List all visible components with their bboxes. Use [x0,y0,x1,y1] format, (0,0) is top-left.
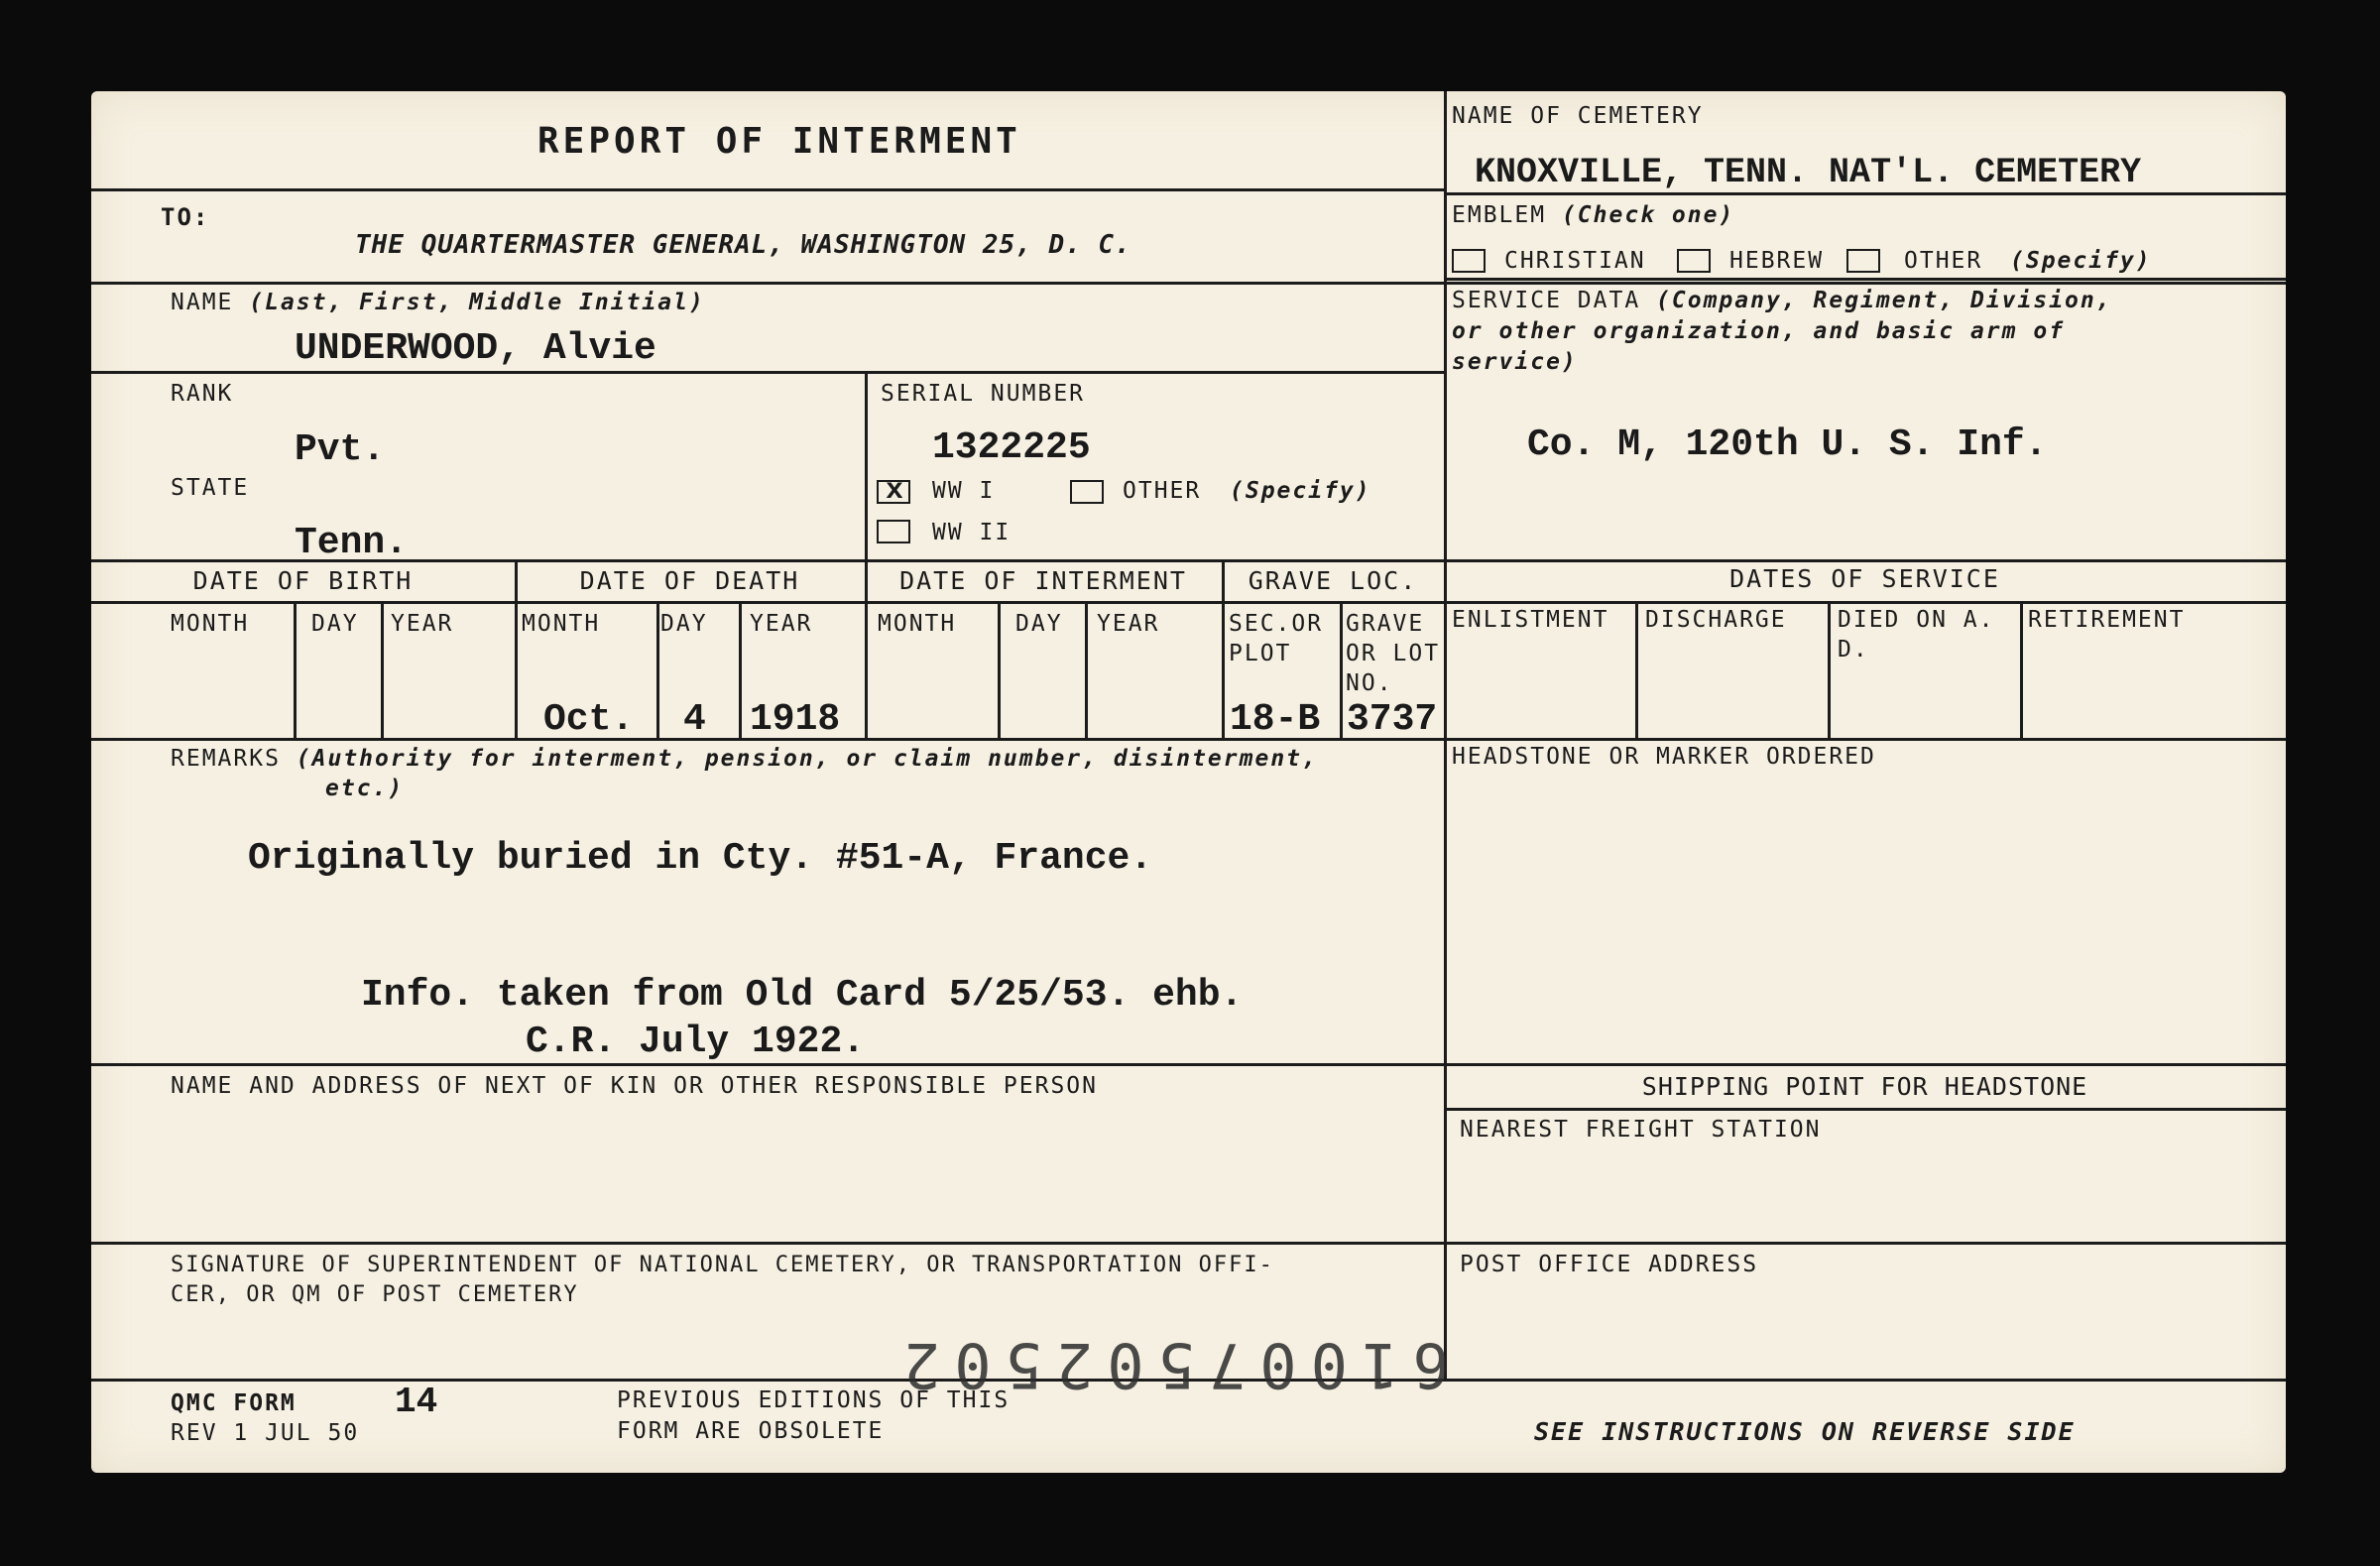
service-hint-2: or other organization, and basic arm of [1452,318,2066,344]
emblem-other-label: OTHER [1904,248,1983,274]
ww2-checkbox[interactable] [877,520,910,543]
rule [91,282,2286,285]
rule [91,738,2286,741]
emblem-label-text: EMBLEM [1452,202,1547,228]
headstone-label: HEADSTONE OR MARKER ORDERED [1452,744,1876,770]
form-id-2: REV 1 JUL 50 [171,1420,360,1446]
retirement-col: RETIREMENT [2028,607,2186,633]
remarks-label [171,744,1318,775]
name-label: NAME (Last, First, Middle Initial) [171,290,705,315]
death-day: 4 [683,698,706,741]
died-col-1: DIED ON A. [1838,607,1995,633]
rule [656,601,659,738]
dob-month-col: MONTH [171,611,250,637]
died-col-2: D. [1838,637,1869,663]
rule [381,601,384,738]
rule [91,371,1444,374]
ww1-checkbox[interactable] [877,474,910,508]
emblem-hebrew-label: HEBREW [1729,248,1825,274]
other-war-label: OTHER [1123,478,1202,504]
other-war-specify: (Specify) [1230,478,1371,504]
rule [739,601,742,738]
doi-header: DATE OF INTERMENT [899,566,1187,595]
death-year: 1918 [750,698,841,741]
remarks-line-3: C.R. July 1922. [526,1021,866,1063]
sec-col-1: SEC.OR [1229,611,1324,637]
rule [91,601,2286,604]
remarks-label-text: REMARKS [171,746,281,772]
serial-label: SERIAL NUMBER [881,381,1086,407]
dod-month-col: MONTH [522,611,601,637]
emblem-christian-label: CHRISTIAN [1504,248,1646,274]
state-value: Tenn. [295,522,409,564]
sec-col-2: PLOT [1229,641,1292,666]
doi-year-col: YEAR [1097,611,1160,637]
serial-stamp: 61007502502 [890,1329,1450,1401]
doi-month-col: MONTH [878,611,957,637]
grave-col-3: NO. [1346,670,1393,696]
signature-label-2: CER, OR QM OF POST CEMETERY [171,1282,579,1307]
previous-2: FORM ARE OBSOLETE [617,1418,885,1444]
service-hint-1: (Company, Regiment, Division, [1656,288,2112,313]
form-id-1: QMC FORM [171,1390,297,1416]
state-label: STATE [171,475,250,501]
rule [1444,91,1447,1379]
rule [294,601,297,738]
rule [865,371,868,559]
dos-header: DATES OF SERVICE [1729,564,2000,593]
dod-day-col: DAY [660,611,708,637]
grave-lot: 3737 [1347,698,1438,741]
rule [91,1063,2286,1066]
rank-value: Pvt. [295,428,386,471]
emblem-label [1452,200,1734,231]
to-address: THE QUARTERMASTER GENERAL, WASHINGTON 25, D. C. [355,230,1131,260]
rule [1444,278,2286,281]
freight-label: NEAREST FREIGHT STATION [1460,1117,1822,1143]
death-month: Oct. [543,698,635,741]
service-hint-3: service) [1452,349,1578,375]
remarks-line-2: Info. taken from Old Card 5/25/53. ehb. [361,974,1244,1017]
emblem-specify: (Specify) [2010,248,2152,274]
rule [1444,1108,2286,1111]
cemetery-label: NAME OF CEMETERY [1452,103,1704,129]
rule [1085,601,1088,738]
interment-card [91,91,2286,1473]
remarks-line-1: Originally buried in Cty. #51-A, France. [248,837,1153,880]
emblem-christian-checkbox[interactable] [1452,249,1486,273]
kin-label: NAME AND ADDRESS OF NEXT OF KIN OR OTHER RESPONSIBLE PERSON [171,1073,1098,1099]
other-war-checkbox[interactable] [1070,480,1104,504]
rule [1340,601,1343,738]
emblem-hebrew-checkbox[interactable] [1677,249,1711,273]
rule [998,601,1001,738]
post-office-label: POST OFFICE ADDRESS [1460,1252,1759,1277]
ww1-label: WW I [932,478,996,504]
grave-header: GRAVE LOC. [1248,566,1418,595]
ww2-label: WW II [932,520,1012,545]
doi-day-col: DAY [1015,611,1063,637]
ww1-check-mark: x [886,474,904,508]
dod-header: DATE OF DEATH [579,566,800,595]
emblem-other-checkbox[interactable] [1846,249,1880,273]
service-label [1452,286,2112,316]
discharge-col: DISCHARGE [1645,607,1787,633]
instructions: SEE INSTRUCTIONS ON REVERSE SIDE [1534,1417,2076,1446]
remarks-hint-1: (Authority for interment, pension, or claim number, disinterment, [296,746,1318,772]
grave-col-2: OR LOT [1346,641,1441,666]
signature-label-1: SIGNATURE OF SUPERINTENDENT OF NATIONAL CEMETERY, OR TRANSPORTATION OFFI- [171,1253,1274,1277]
name-hint: (Last, First, Middle Initial) [249,290,705,315]
dod-year-col: YEAR [750,611,813,637]
previous-1: PREVIOUS EDITIONS OF THIS [617,1387,1011,1413]
form-title: REPORT OF INTERMENT [537,121,1021,162]
rule [91,1242,2286,1245]
name-value: UNDERWOOD, Alvie [295,327,656,370]
dob-day-col: DAY [311,611,359,637]
serial-value: 1322225 [932,426,1091,469]
shipping-label: SHIPPING POINT FOR HEADSTONE [1641,1072,2088,1101]
dob-year-col: YEAR [391,611,454,637]
enlistment-col: ENLISTMENT [1452,607,1609,633]
service-value: Co. M, 120th U. S. Inf. [1527,423,2048,466]
rule [1828,601,1831,738]
remarks-hint-2: etc.) [325,776,405,801]
rule [1635,601,1638,738]
form-number: 14 [395,1382,438,1422]
emblem-hint: (Check one) [1561,202,1735,228]
rule [91,188,1444,191]
rule [2020,601,2023,738]
grave-sec: 18-B [1230,698,1321,741]
rule [91,559,2286,562]
to-label: TO: [161,203,210,231]
service-label-text: SERVICE DATA [1452,288,1641,313]
cemetery-value: KNOXVILLE, TENN. NAT'L. CEMETERY [1475,153,2142,192]
rank-label: RANK [171,381,234,407]
dob-header: DATE OF BIRTH [192,566,414,595]
grave-col-1: GRAVE [1346,611,1425,637]
